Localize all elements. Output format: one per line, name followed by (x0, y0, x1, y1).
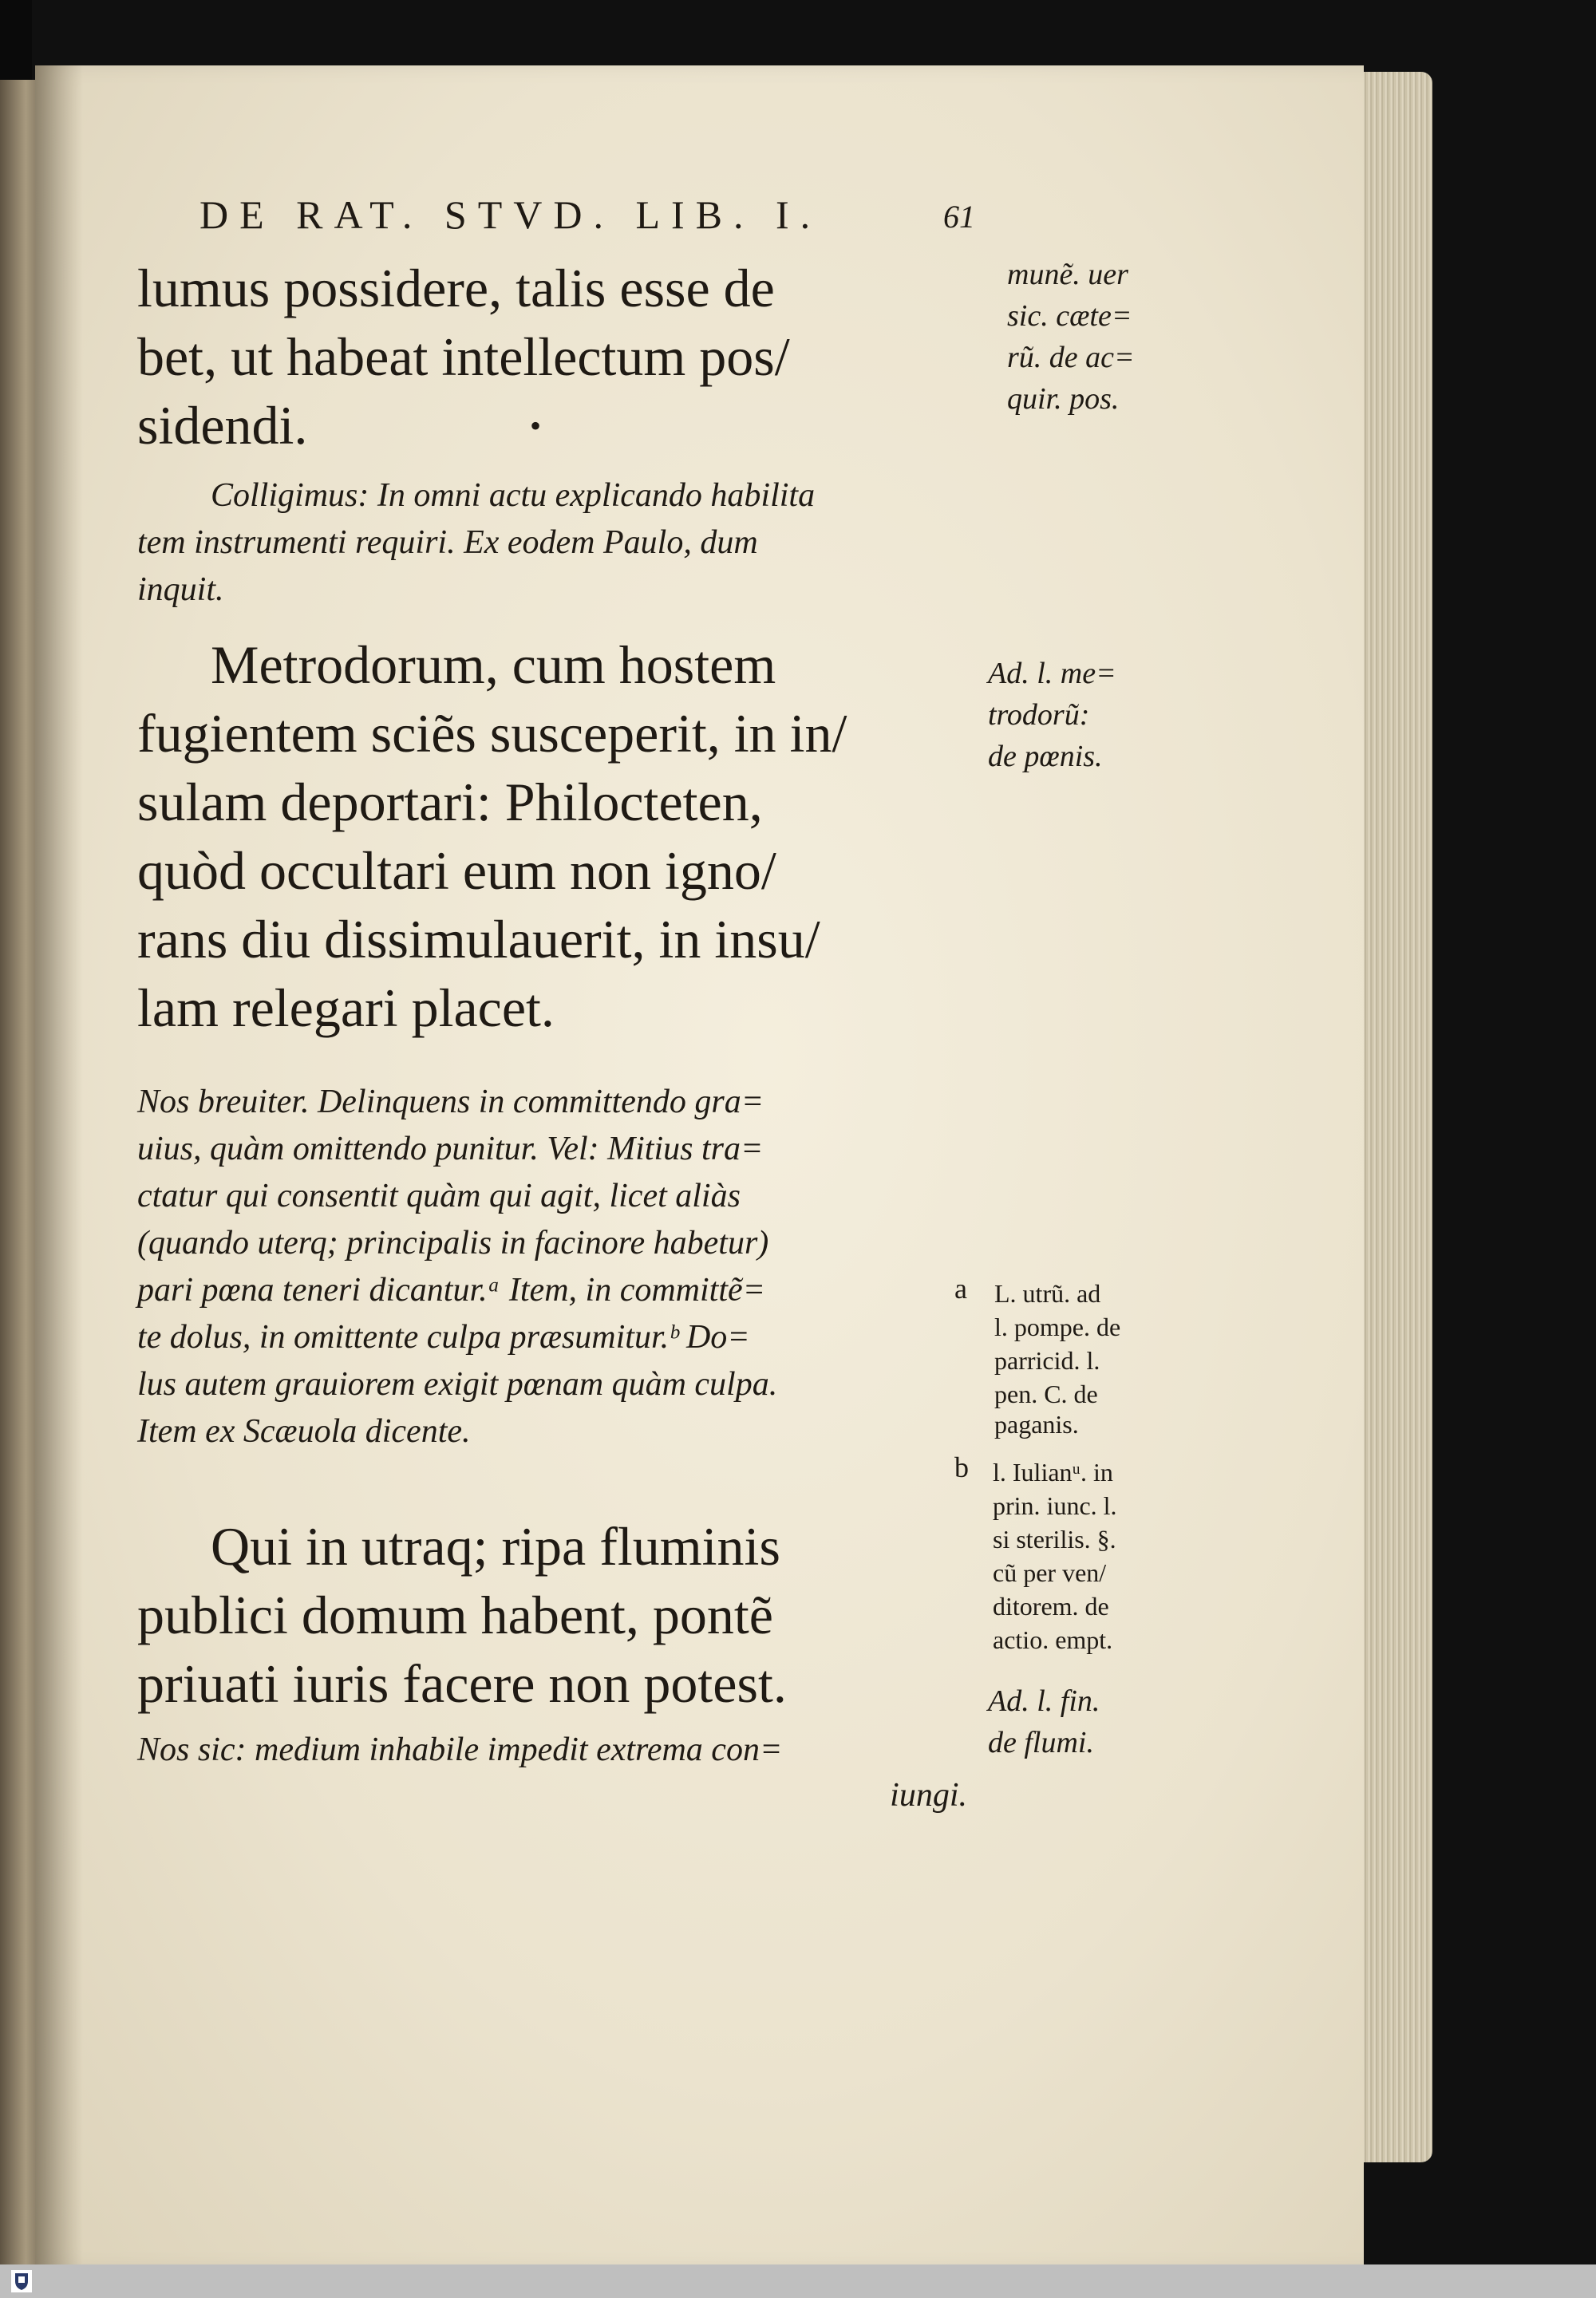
text-line: publici domum habent, pontẽ (137, 1585, 773, 1645)
margin-note-5 (988, 1680, 1100, 1763)
margin-note-2 (988, 653, 1116, 777)
text-line: iungi. (890, 1777, 967, 1814)
running-head-title: DE RAT. STVD. LIB. I. (200, 192, 822, 237)
text-line: priuati iuris facere non potest. (137, 1653, 787, 1714)
margin-line: quir. pos. (1007, 382, 1120, 416)
page-gutter-shadow (35, 65, 83, 2269)
paragraph-1 (137, 254, 967, 460)
margin-line: l. Iulianᵘ. in (993, 1458, 1113, 1487)
margin-line: l. pompe. de (994, 1313, 1121, 1341)
text-line: (quando uterq; principalis in facinore habetur) (137, 1225, 769, 1262)
margin-line: actio. empt. (993, 1625, 1113, 1654)
margin-line: pen. C. de (994, 1380, 1098, 1408)
margin-note-4 (993, 1455, 1117, 1656)
paragraph-5 (137, 1512, 967, 1718)
paragraph-6-commentary (137, 1727, 967, 1819)
text-line: pari pœna teneri dicantur.ᵃ Item, in committẽ= (137, 1272, 765, 1309)
margin-line: sic. cæte= (1007, 299, 1132, 333)
text-line: lam relegari placet. (137, 977, 555, 1038)
margin-note-1 (1007, 254, 1135, 420)
margin-line: munẽ. uer (1007, 258, 1128, 291)
text-line: Nos sic: medium inhabile impedit extrema con= (137, 1731, 783, 1768)
margin-line: rũ. de ac= (1007, 341, 1135, 374)
printer-mark: • (530, 408, 542, 444)
margin-line: de pœnis. (988, 740, 1103, 773)
text-line: inquit. (137, 571, 224, 608)
margin-line: si sterilis. §. (993, 1525, 1116, 1554)
margin-line: prin. iunc. l. (993, 1491, 1117, 1520)
margin-line: paganis. (994, 1410, 1079, 1439)
paragraph-4-commentary (137, 1079, 967, 1455)
text-line: sidendi. (137, 395, 308, 456)
text-line: Metrodorum, cum hostem (211, 634, 776, 695)
margin-line: de flumi. (988, 1726, 1094, 1759)
margin-line: parricid. l. (994, 1346, 1100, 1375)
text-line: rans diu dissimulauerit, in insu/ (137, 909, 820, 969)
left-page-edge (0, 80, 37, 2266)
text-line: tem instrumenti requiri. Ex eodem Paulo, dum (137, 524, 758, 561)
text-line: lumus possidere, talis esse de (137, 258, 775, 318)
text-line: te dolus, in omittente culpa præsumitur.ᵇ Do= (137, 1319, 750, 1356)
folio-number: 61 (943, 199, 975, 235)
margin-line: Ad. l. me= (988, 657, 1116, 690)
margin-key-b: b (954, 1451, 969, 1483)
paragraph-3 (137, 630, 967, 1042)
margin-line: Ad. l. fin. (988, 1684, 1100, 1718)
viewer-footer-bar (0, 2264, 1596, 2298)
text-line: bet, ut habeat intellectum pos/ (137, 326, 790, 387)
text-line: uius, quàm omittendo punitur. Vel: Mitius tra= (137, 1131, 764, 1167)
margin-key-a: a (954, 1273, 967, 1305)
text-line: Nos breuiter. Delinquens in committendo gra= (137, 1084, 764, 1120)
margin-line: L. utrũ. ad (994, 1279, 1101, 1308)
text-line: ctatur qui consentit quàm qui agit, licet aliàs (137, 1178, 741, 1214)
margin-line: cũ per ven/ (993, 1558, 1107, 1587)
paragraph-2-commentary (137, 472, 967, 614)
text-line: fugientem sciẽs susceperit, in in/ (137, 703, 847, 764)
margin-note-3 (994, 1277, 1120, 1441)
text-line: quòd occultari eum non igno/ (137, 840, 776, 901)
library-crest-icon (11, 2270, 32, 2292)
text-line: Qui in utraq; ripa fluminis (211, 1516, 780, 1577)
text-line: sulam deportari: Philocteten, (137, 772, 763, 832)
text-line: lus autem grauiorem exigit pœnam quàm culpa. (137, 1366, 778, 1403)
margin-line: ditorem. de (993, 1592, 1109, 1621)
margin-line: trodorũ: (988, 698, 1090, 732)
text-line: Colligimus: In omni actu explicando habilita (211, 477, 816, 514)
text-line: Item ex Scæuola dicente. (137, 1413, 471, 1450)
